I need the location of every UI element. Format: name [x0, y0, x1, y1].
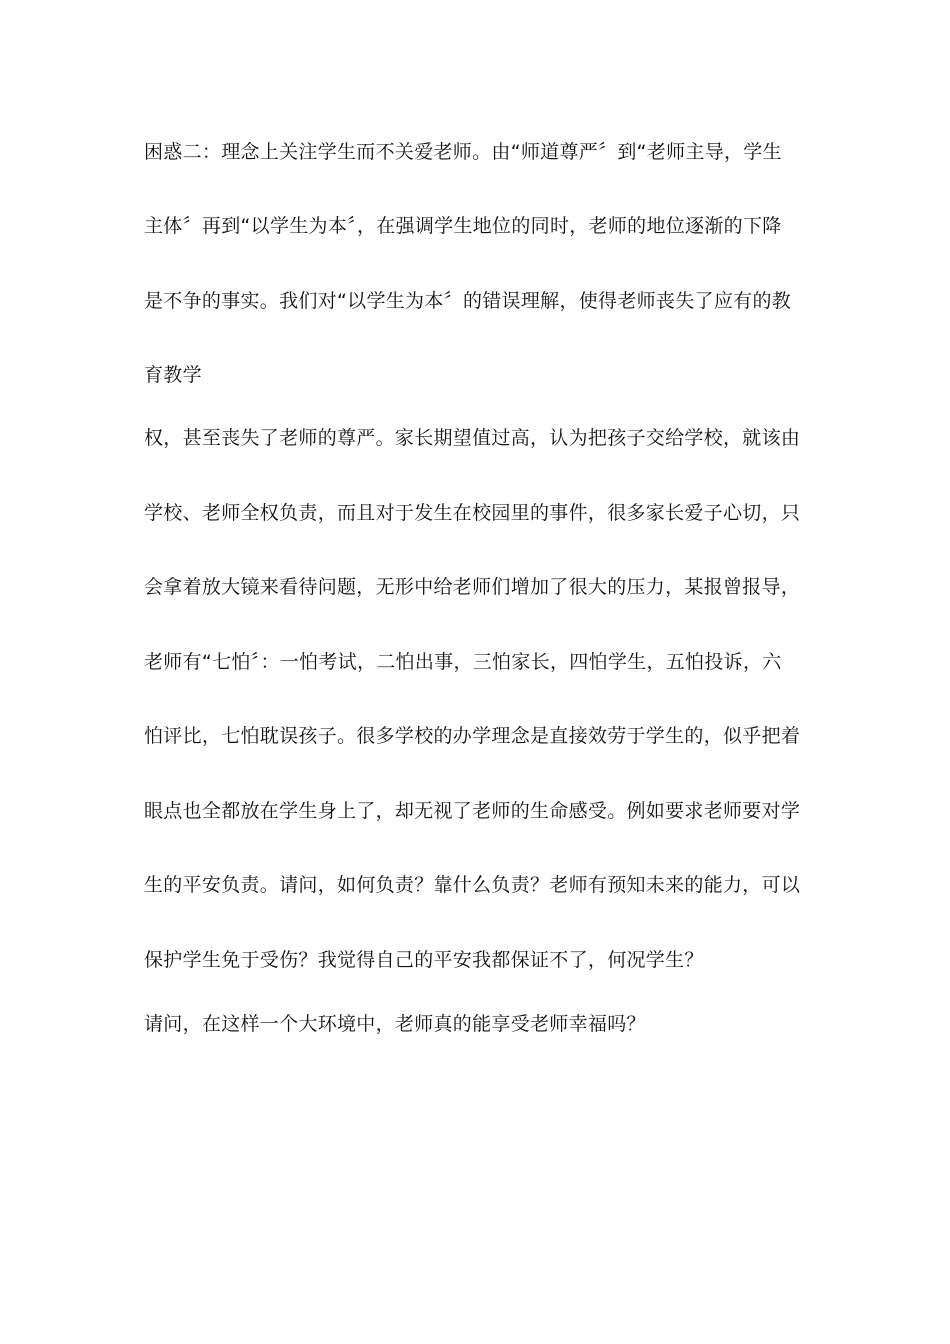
paragraph-line: 学校、老师全权负责，而且对于发生在校园里的事件，很多家长爱子心切，只	[144, 502, 801, 524]
paragraph-line: 会拿着放大镜来看待问题，无形中给老师们增加了很大的压力，某报曾报导，	[144, 576, 801, 598]
paragraph-line: 眼点也全都放在学生身上了，却无视了老师的生命感受。例如要求老师要对学	[144, 800, 801, 822]
paragraph-line: 困惑二：理念上关注学生而不关爱老师。由“师道尊严〞到“老师主导，学生	[144, 141, 782, 163]
paragraph-line: 生的平安负责。请问，如何负责？靠什么负责？老师有预知未来的能力，可以	[144, 874, 801, 896]
paragraph-line: 请问，在这样一个大环境中，老师真的能享受老师幸福吗？	[144, 1013, 646, 1035]
paragraph-line: 怕评比，七怕耽误孩子。很多学校的办学理念是直接效劳于学生的，似乎把着	[144, 725, 801, 747]
paragraph-line: 保护学生免于受伤？我觉得自己的平安我都保证不了，何况学生？	[144, 949, 704, 971]
paragraph-line: 是不争的事实。我们对“以学生为本〞的错误理解，使得老师丧失了应有的教	[144, 290, 792, 312]
paragraph-line: 老师有“七怕〞：一怕考试，二怕出事，三怕家长，四怕学生，五怕投诉，六	[144, 651, 782, 673]
paragraph-line: 权，甚至丧失了老师的尊严。家长期望值过高，认为把孩子交给学校，就该由	[144, 427, 801, 449]
paragraph-line: 主体〞再到“以学生为本〞，在强调学生地位的同时，老师的地位逐渐的下降	[144, 215, 782, 237]
paragraph-line: 育教学	[144, 364, 202, 386]
